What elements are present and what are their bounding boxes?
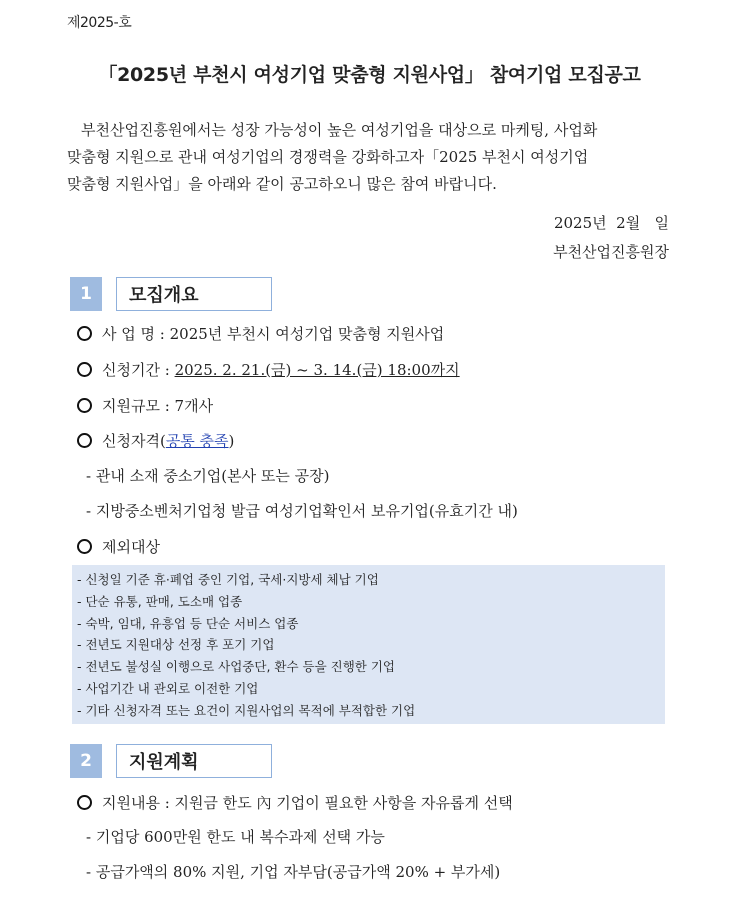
exclusion-line: - 숙박, 임대, 유흥업 등 단순 서비스 업종: [77, 615, 299, 631]
item-text: 지원규모 : 7개사: [102, 397, 214, 415]
eligibility-sub-item: - 관내 소재 중소기업(본사 또는 공장): [86, 467, 330, 485]
document-number: 제2025-호: [67, 15, 132, 31]
circle-bullet-icon: [77, 539, 92, 554]
section-label: 지원계획: [116, 744, 272, 778]
eligibility-sub-item: - 지방중소벤처기업청 발급 여성기업확인서 보유기업(유효기간 내): [86, 502, 518, 520]
exclusion-line: - 사업기간 내 관외로 이전한 기업: [77, 680, 259, 696]
exclusion-line: - 기타 신청자격 또는 요건이 지원사업의 목적에 부적합한 기업: [77, 702, 416, 718]
item-value: 2025. 2. 21.(금) ~ 3. 14.(금) 18:00까지: [174, 361, 460, 379]
announcement-date: 2025년 2월 일: [553, 214, 669, 232]
exclusion-line: - 전년도 불성실 이행으로 사업중단, 환수 등을 진행한 기업: [77, 659, 395, 675]
intro-line: 부천산업진흥원에서는 성장 가능성이 높은 여성기업을 대상으로 마케팅, 사업화: [81, 121, 598, 139]
section-heading-2: [70, 744, 272, 778]
section-number: 2: [70, 744, 102, 778]
project-name-item: [77, 323, 444, 344]
circle-bullet-icon: [77, 362, 92, 377]
circle-bullet-icon: [77, 326, 92, 341]
section-number: 1: [70, 277, 102, 311]
section-heading-1: [70, 277, 272, 311]
support-content-item: [77, 792, 513, 813]
item-label: 신청기간 :: [102, 361, 175, 379]
exclusion-line: - 전년도 지원대상 선정 후 포기 기업: [77, 637, 275, 653]
page-title: 「2025년 부천시 여성기업 맞춤형 지원사업」 참여기업 모집공고: [98, 64, 641, 86]
support-scale-item: [77, 395, 213, 416]
item-text: 제외대상: [102, 538, 160, 556]
exclusion-line: - 단순 유통, 판매, 도소매 업종: [77, 593, 243, 609]
organization-name: 부천산업진흥원장: [553, 243, 669, 261]
application-period-item: [77, 359, 460, 380]
section-label: 모집개요: [116, 277, 272, 311]
support-sub-item: - 기업당 600만원 한도 내 복수과제 선택 가능: [86, 828, 385, 846]
exclusion-line: - 신청일 기준 휴·폐업 중인 기업, 국세·지방세 체납 기업: [77, 572, 379, 587]
intro-line: 맞춤형 지원사업」을 아래와 같이 공고하오니 많은 참여 바랍니다.: [67, 175, 497, 193]
intro-line: 맞춤형 지원으로 관내 여성기업의 경쟁력을 강화하고자「2025 부천시 여성기업: [67, 148, 589, 166]
exclusion-box: [72, 565, 665, 724]
item-text: 지원내용 : 지원금 한도 內 기업이 필요한 사항을 자유롭게 선택: [102, 794, 513, 812]
item-label-close: ): [228, 431, 235, 450]
circle-bullet-icon: [77, 433, 92, 448]
item-value: 2025년 부천시 여성기업 맞춤형 지원사업: [169, 325, 445, 343]
circle-bullet-icon: [77, 795, 92, 810]
intro-paragraph: [67, 117, 670, 198]
item-label: 신청자격(: [102, 432, 166, 450]
circle-bullet-icon: [77, 398, 92, 413]
item-label: 사 업 명 :: [102, 325, 170, 343]
support-sub-item: - 공급가액의 80% 지원, 기업 자부담(공급가액 20% + 부가세): [86, 863, 501, 881]
eligibility-item: [77, 430, 234, 451]
eligibility-link[interactable]: 공통 충족: [165, 432, 229, 450]
exclusion-item: [77, 536, 160, 557]
